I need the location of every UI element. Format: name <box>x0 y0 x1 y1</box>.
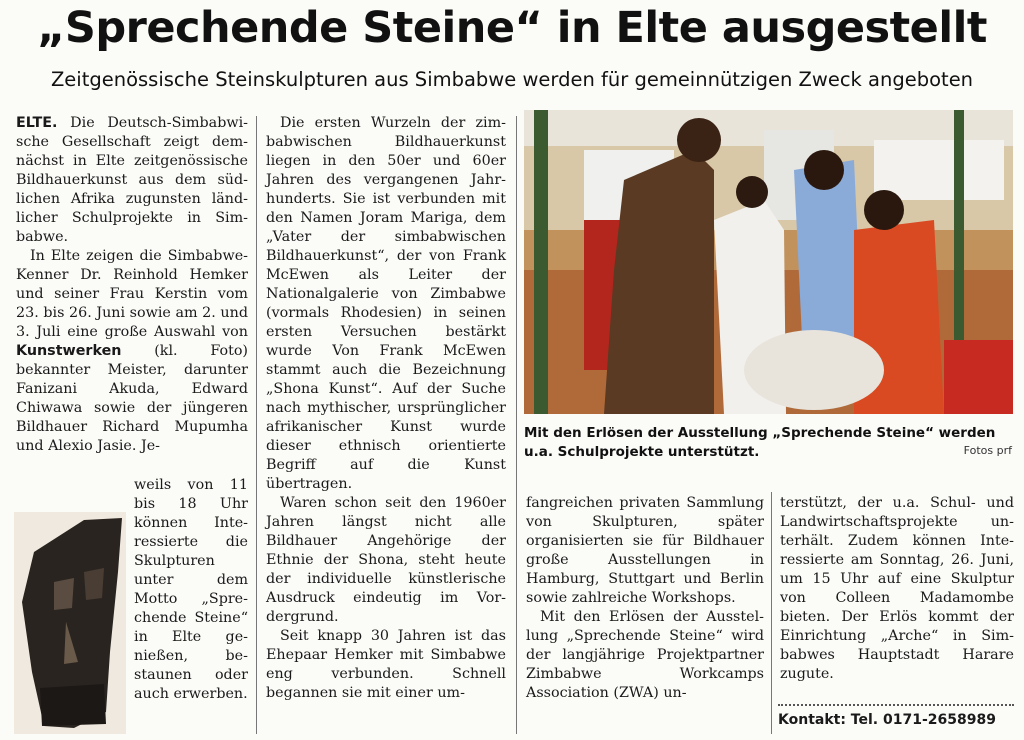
paragraph: Mit den Erlösen der Ausstellung „Sprechende Steine“ wird der langjährige Projektpartner Zimbabwe Workcamps Association (ZWA) un- <box>526 609 764 701</box>
main-photo <box>524 110 1013 414</box>
photo-caption: Mit den Erlösen der Ausstellung „Sprechende Steine“ werden u.a. Schulprojekte unterstützt. <box>524 425 996 460</box>
article-column-3 <box>526 494 764 703</box>
paragraph: ELTE. Die Deutsch-Simbabwische Gesellschaft zeigt demnächst in Elte zeitgenössische Bildhauerkunst aus dem südlichen Afrika zugunsten ländlicher Schulprojekte in Simbabwe. <box>16 115 248 245</box>
paragraph: Seit knapp 30 Jahren ist das Ehepaar Hemker mit Simbabwe eng verbunden. Schnell begannen sie mit einer um- <box>266 628 506 701</box>
column-rule <box>256 116 257 734</box>
photo-credit: Fotos prf <box>963 444 1012 457</box>
highlight-artworks: Kunstwerken <box>16 343 122 359</box>
contact-info: Kontakt: Tel. 0171-2658989 <box>778 712 996 728</box>
paragraph: fangreichen privaten Sammlung von Skulpturen, später organisierten sie für Bildhauer große Ausstellungen in Hamburg, Stuttgart und Berlin sowie zahlreiche Workshops. <box>526 495 764 606</box>
paragraph: terstützt, der u.a. Schul- und Landwirtschaftsprojekte unterhält. Zudem können Interessierte am Sonntag, 26. Juni, um 15 Uhr auf eine Skulptur von Colleen Madamombe bieten. Der Erlös kommt der Einrichtung „Arche“ in Simbabwes Hauptstadt Harare zugute. <box>780 495 1014 682</box>
paragraph: weils von 11 bis 18 Uhr können Interessierte die Skulpturen unter dem Motto „Sprechende Steine“ in Elte genießen, bestaunen oder auch erwerben. <box>134 477 248 702</box>
paragraph: Die ersten Wurzeln der zimbabwischen Bildhauerkunst liegen in den 50er und 60er Jahren des vergangenen Jahrhunderts. Sie ist verbunden mit den Namen Joram Mariga, dem „Vater der simbabwischen Bildhauerkunst“, der von Frank McEwen als Leiter der Nationalgalerie von Zimbabwe (vormals Rhodesien) in seinen ersten Versuchen bestärkt wurde Von Frank McEwen stammt auch die Bezeichnung „Shona Kunst“. Auf der Suche nach mythischer, ursprünglicher afrikanischer Kunst wurde dieser ethnisch orientierte Begriff auf die Kunst übertragen. <box>266 115 506 492</box>
article-subheadline: Zeitgenössische Steinskulpturen aus Simbabwe werden für gemeinnützigen Zweck angeboten <box>50 68 974 91</box>
article-column-2 <box>266 114 506 703</box>
column-rule <box>771 492 772 734</box>
article-headline: „Sprechende Steine“ in Elte ausgestellt <box>37 3 987 53</box>
dotted-separator <box>778 704 1014 706</box>
article-column-1 <box>16 114 248 456</box>
article-column-1-wrap <box>134 476 248 704</box>
dateline: ELTE. <box>16 115 58 131</box>
article-column-4 <box>780 494 1014 684</box>
sculpture-photo <box>14 512 126 734</box>
column-rule <box>516 116 517 734</box>
paragraph: In Elte zeigen die Simbabwe-Kenner Dr. Reinhold Hemker und seiner Frau Kerstin vom 23. bis 26. Juni sowie am 2. und 3. Juli eine große Auswahl von Kunstwerken (kl. Foto) bekannter Meister, darunter Fanizani Akuda, Edward Chiwawa sowie der jüngeren Bildhauer Richard Mupumha und Alexio Jasie. Je- <box>16 248 248 454</box>
paragraph: Waren schon seit den 1960er Jahren längst nicht alle Bildhauer Angehörige der Ethnie der Shona, steht heute der individuelle künstlerische Ausdruck eindeutig im Vordergrund. <box>266 495 506 625</box>
